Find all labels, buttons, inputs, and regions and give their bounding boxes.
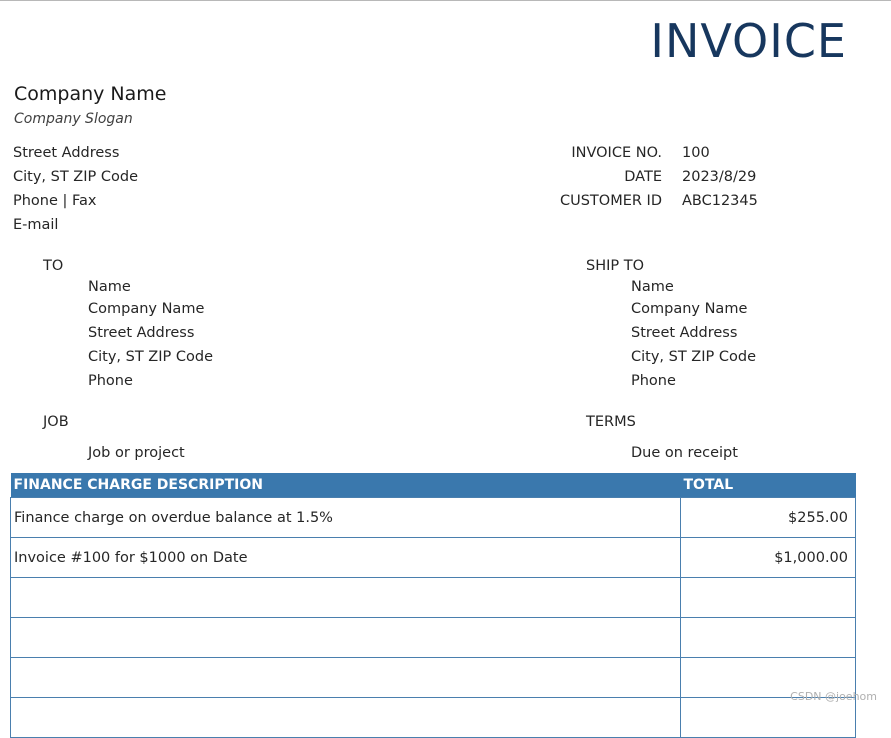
date-label: DATE [624, 169, 662, 185]
row-total[interactable] [681, 618, 856, 658]
top-border [0, 0, 891, 1]
bill-to-heading: TO [43, 258, 64, 274]
ship-to-city: City, ST ZIP Code [631, 349, 756, 365]
row-total[interactable] [681, 698, 856, 738]
table-row [11, 538, 856, 578]
company-city: City, ST ZIP Code [13, 169, 138, 185]
ship-to-heading: SHIP TO [586, 258, 645, 274]
table-row [11, 498, 856, 538]
finance-charge-table [10, 473, 856, 738]
ship-to-name: Name [631, 279, 674, 295]
row-total[interactable]: $255.00 [681, 498, 856, 538]
table-row [11, 658, 856, 698]
row-description[interactable] [11, 618, 681, 658]
terms-value: Due on receipt [631, 445, 738, 461]
bill-to-city: City, ST ZIP Code [88, 349, 213, 365]
company-name: Company Name [14, 83, 167, 105]
customer-id-label: CUSTOMER ID [559, 193, 662, 209]
job-heading: JOB [43, 414, 69, 430]
terms-heading: TERMS [586, 414, 636, 430]
ship-to-street: Street Address [631, 325, 738, 341]
table-row [11, 698, 856, 738]
company-email: E-mail [13, 217, 59, 233]
bill-to-phone: Phone [88, 373, 133, 389]
row-total[interactable] [681, 578, 856, 618]
ship-to-company: Company Name [631, 301, 748, 317]
bill-to-name: Name [88, 279, 131, 295]
invoice-title: INVOICE [650, 14, 847, 68]
company-phone-fax: Phone | Fax [13, 193, 97, 209]
table-row [11, 578, 856, 618]
company-slogan: Company Slogan [14, 111, 133, 127]
invoice-no-label: INVOICE NO. [571, 145, 662, 161]
ship-to-phone: Phone [631, 373, 676, 389]
bill-to-company: Company Name [88, 301, 205, 317]
invoice-no-value: 100 [682, 145, 710, 161]
row-description[interactable]: Finance charge on overdue balance at 1.5% [11, 498, 681, 538]
table-row [11, 618, 856, 658]
row-total[interactable]: $1,000.00 [681, 538, 856, 578]
row-description[interactable] [11, 658, 681, 698]
watermark: CSDN @joehom [790, 690, 877, 703]
table-header-row [11, 473, 856, 498]
row-description[interactable] [11, 578, 681, 618]
date-value: 2023/8/29 [682, 169, 757, 185]
company-street: Street Address [13, 145, 120, 161]
row-description[interactable]: Invoice #100 for $1000 on Date [11, 538, 681, 578]
bill-to-street: Street Address [88, 325, 195, 341]
row-description[interactable] [11, 698, 681, 738]
description-column-header: FINANCE CHARGE DESCRIPTION [11, 473, 681, 498]
job-value: Job or project [88, 445, 185, 461]
total-column-header: TOTAL [681, 473, 856, 498]
customer-id-value: ABC12345 [682, 193, 758, 209]
